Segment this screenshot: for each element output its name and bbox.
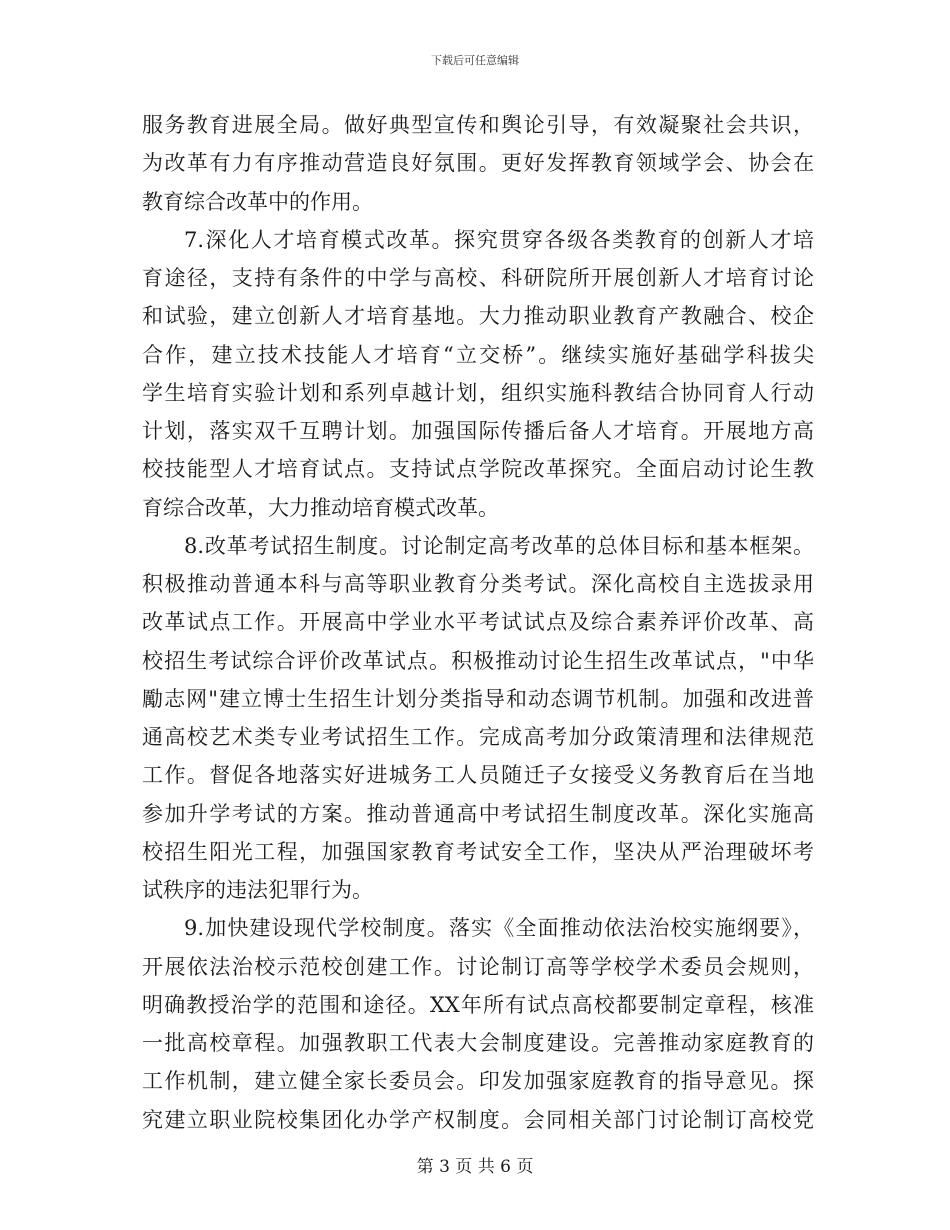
body-line: 明确教授治学的范围和途径。XX年所有试点高校都要制定章程，核准 <box>142 992 814 1017</box>
body-line: 工作。督促各地落实好进城务工人员随迁子女接受义务教育后在当地 <box>142 763 814 788</box>
body-line: 育综合改革，大力推动培育模式改革。 <box>142 495 499 520</box>
body-line: 学生培育实验计划和系列卓越计划，组织实施科教结合协同育人行动 <box>142 380 814 405</box>
body-line: 为改革有力有序推动营造良好氛围。更好发挥教育领域学会、协会在 <box>142 151 814 176</box>
body-line: 服务教育进展全局。做好典型宣传和舆论引导，有效凝聚社会共识， <box>142 113 814 137</box>
body-line: 合作，建立技术技能人才培育“立交桥”。继续实施好基础学科拔尖 <box>142 342 814 367</box>
body-line: 育途径，支持有条件的中学与高校、科研院所开展创新人才培育讨论 <box>142 266 814 290</box>
page-header: 下载后可任意编辑 <box>431 54 519 67</box>
body-line: 计划，落实双千互聘计划。加强国际传播后备人才培育。开展地方高 <box>142 419 814 443</box>
body-line: 工作机制，建立健全家长委员会。印发加强家庭教育的指导意见。探 <box>142 1069 814 1094</box>
body-line: 和试验，建立创新人才培育基地。大力推动职业教育产教融合、校企 <box>142 304 814 329</box>
body-line: 9.加快建设现代学校制度。落实《全面推动依法治校实施纲要》， <box>184 916 814 941</box>
body-line: 校招生考试综合评价改革试点。积极推动讨论生招生改革试点，"中华 <box>142 648 814 673</box>
page-number-footer: 第 3 页 共 6 页 <box>416 1157 534 1177</box>
body-line: 一批高校章程。加强教职工代表大会制度建设。完善推动家庭教育的 <box>142 1031 814 1055</box>
body-line: 开展依法治校示范校创建工作。讨论制订高等学校学术委员会规则， <box>142 954 814 979</box>
body-line: 究建立职业院校集团化办学产权制度。会同相关部门讨论制订高校党 <box>142 1107 814 1132</box>
body-line: 勵志网"建立博士生招生计划分类指导和动态调节机制。加强和改进普 <box>142 686 814 711</box>
document-body <box>142 106 814 1139</box>
body-line: 校招生阳光工程，加强国家教育考试安全工作，坚决从严治理破坏考 <box>142 839 814 864</box>
body-line: 7.深化人才培育模式改革。探究贯穿各级各类教育的创新人才培 <box>184 227 814 252</box>
body-line: 改革试点工作。开展高中学业水平考试试点及综合素养评价改革、高 <box>142 610 814 635</box>
body-line: 教育综合改革中的作用。 <box>142 189 373 214</box>
body-line: 校技能型人才培育试点。支持试点学院改革探究。全面启动讨论生教 <box>142 457 814 482</box>
body-line: 参加升学考试的方案。推动普通高中考试招生制度改革。深化实施高 <box>142 801 814 826</box>
body-line: 8.改革考试招生制度。讨论制定高考改革的总体目标和基本框架。 <box>184 533 814 558</box>
body-line: 通高校艺术类专业考试招生工作。完成高考加分政策清理和法律规范 <box>142 725 814 749</box>
body-line: 试秩序的违法犯罪行为。 <box>142 878 373 902</box>
body-line: 积极推动普通本科与高等职业教育分类考试。深化高校自主选拔录用 <box>142 572 814 596</box>
